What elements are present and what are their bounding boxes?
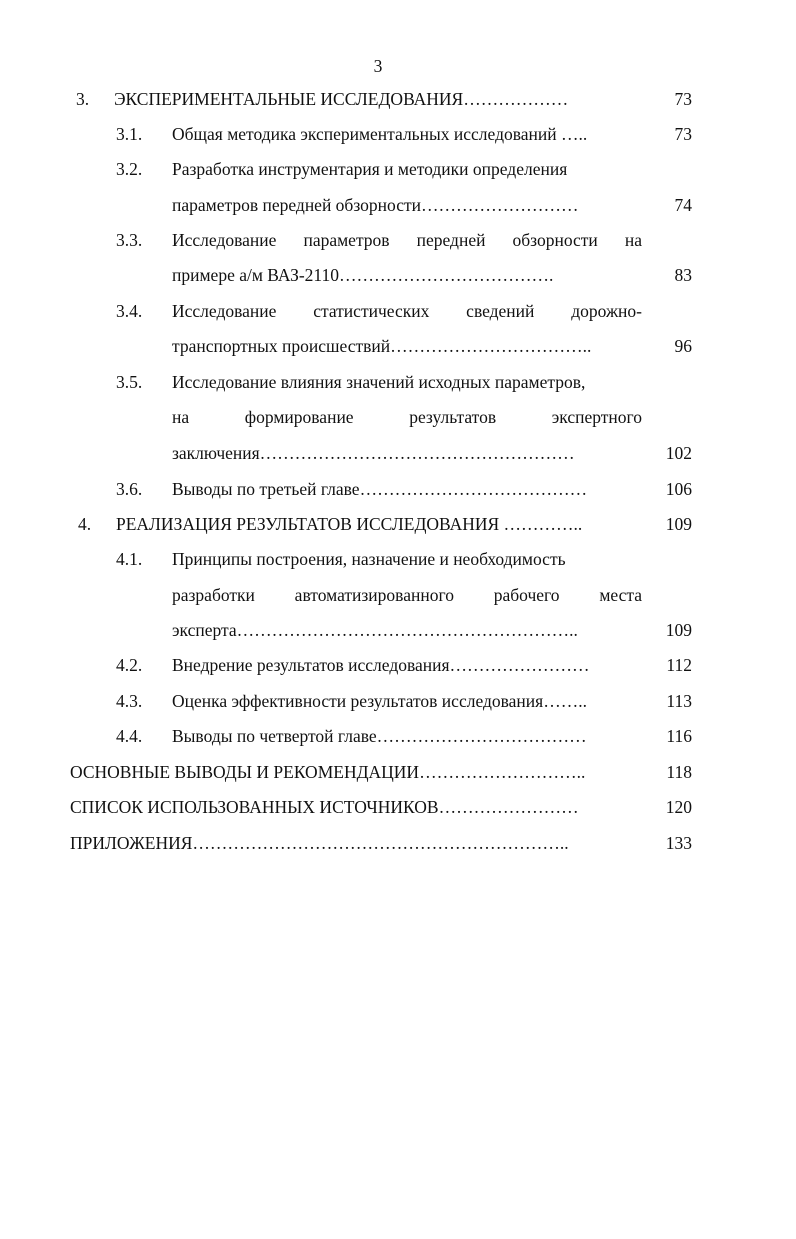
section-title: СПИСОК ИСПОЛЬЗОВАННЫХ ИСТОЧНИКОВ…………………… <box>70 797 579 817</box>
section-number: 4. <box>78 514 92 534</box>
section-title-line-2: разработки автоматизированного рабочего места <box>172 585 642 605</box>
section-number: 3. <box>76 89 90 109</box>
section-number: 3.2. <box>116 159 143 179</box>
page-ref: 73 <box>674 89 692 109</box>
section-title: Внедрение результатов исследования…………………… <box>172 655 590 675</box>
section-title: РЕАЛИЗАЦИЯ РЕЗУЛЬТАТОВ ИССЛЕДОВАНИЯ ………….. <box>116 514 583 534</box>
section-title-line-1: Исследование влияния значений исходных параметров, <box>172 372 586 392</box>
page-ref: 118 <box>666 762 692 782</box>
page-ref: 96 <box>674 336 692 356</box>
section-title-line-1: Разработка инструментария и методики определения <box>172 159 568 179</box>
section-title-line-1: Принципы построения, назначение и необходимость <box>172 549 566 569</box>
section-title-line-1: Исследование статистических сведений дорожно- <box>172 301 642 321</box>
section-number: 3.1. <box>116 124 143 144</box>
page-ref: 109 <box>665 620 692 640</box>
page-ref: 113 <box>666 691 692 711</box>
section-number: 3.6. <box>116 479 143 499</box>
page-ref: 120 <box>665 797 692 817</box>
page-number: 3 <box>373 56 383 76</box>
section-title-line-2: параметров передней обзорности……………………… <box>172 195 579 215</box>
section-title-line-3: эксперта………………………………………………….. <box>172 620 578 640</box>
page-ref: 112 <box>666 655 692 675</box>
section-number: 3.5. <box>116 372 143 392</box>
section-number: 4.2. <box>116 655 143 675</box>
page-ref: 116 <box>666 726 692 746</box>
section-title-line-3: заключения……………………………………………… <box>172 443 575 463</box>
section-title-line-1: Исследование параметров передней обзорности на <box>172 230 642 250</box>
page-ref: 74 <box>674 195 692 215</box>
section-title-line-2: примере а/м ВАЗ-2110………………………………. <box>172 265 554 285</box>
page-ref: 133 <box>665 833 692 853</box>
section-title: Оценка эффективности результатов исследования…….. <box>172 691 587 711</box>
section-title: ОСНОВНЫЕ ВЫВОДЫ И РЕКОМЕНДАЦИИ……………………….. <box>70 762 586 782</box>
section-title-line-2: на формирование результатов экспертного <box>172 407 642 427</box>
page-ref: 83 <box>674 265 692 285</box>
page-ref: 102 <box>665 443 692 463</box>
section-title: Общая методика экспериментальных исследований ….. <box>172 124 588 144</box>
section-number: 4.1. <box>116 549 143 569</box>
section-title-line-2: транспортных происшествий…………………………….. <box>172 336 592 356</box>
section-title: ПРИЛОЖЕНИЯ……………………………………………………….. <box>70 833 569 853</box>
section-number: 4.4. <box>116 726 143 746</box>
section-number: 3.4. <box>116 301 143 321</box>
page-ref: 106 <box>665 479 692 499</box>
section-title: Выводы по четвертой главе……………………………… <box>172 726 587 746</box>
page-ref: 109 <box>665 514 692 534</box>
section-title: Выводы по третьей главе………………………………… <box>172 479 588 499</box>
section-number: 4.3. <box>116 691 143 711</box>
section-number: 3.3. <box>116 230 143 250</box>
section-title: ЭКСПЕРИМЕНТАЛЬНЫЕ ИССЛЕДОВАНИЯ……………… <box>114 89 569 109</box>
page-ref: 73 <box>674 124 692 144</box>
